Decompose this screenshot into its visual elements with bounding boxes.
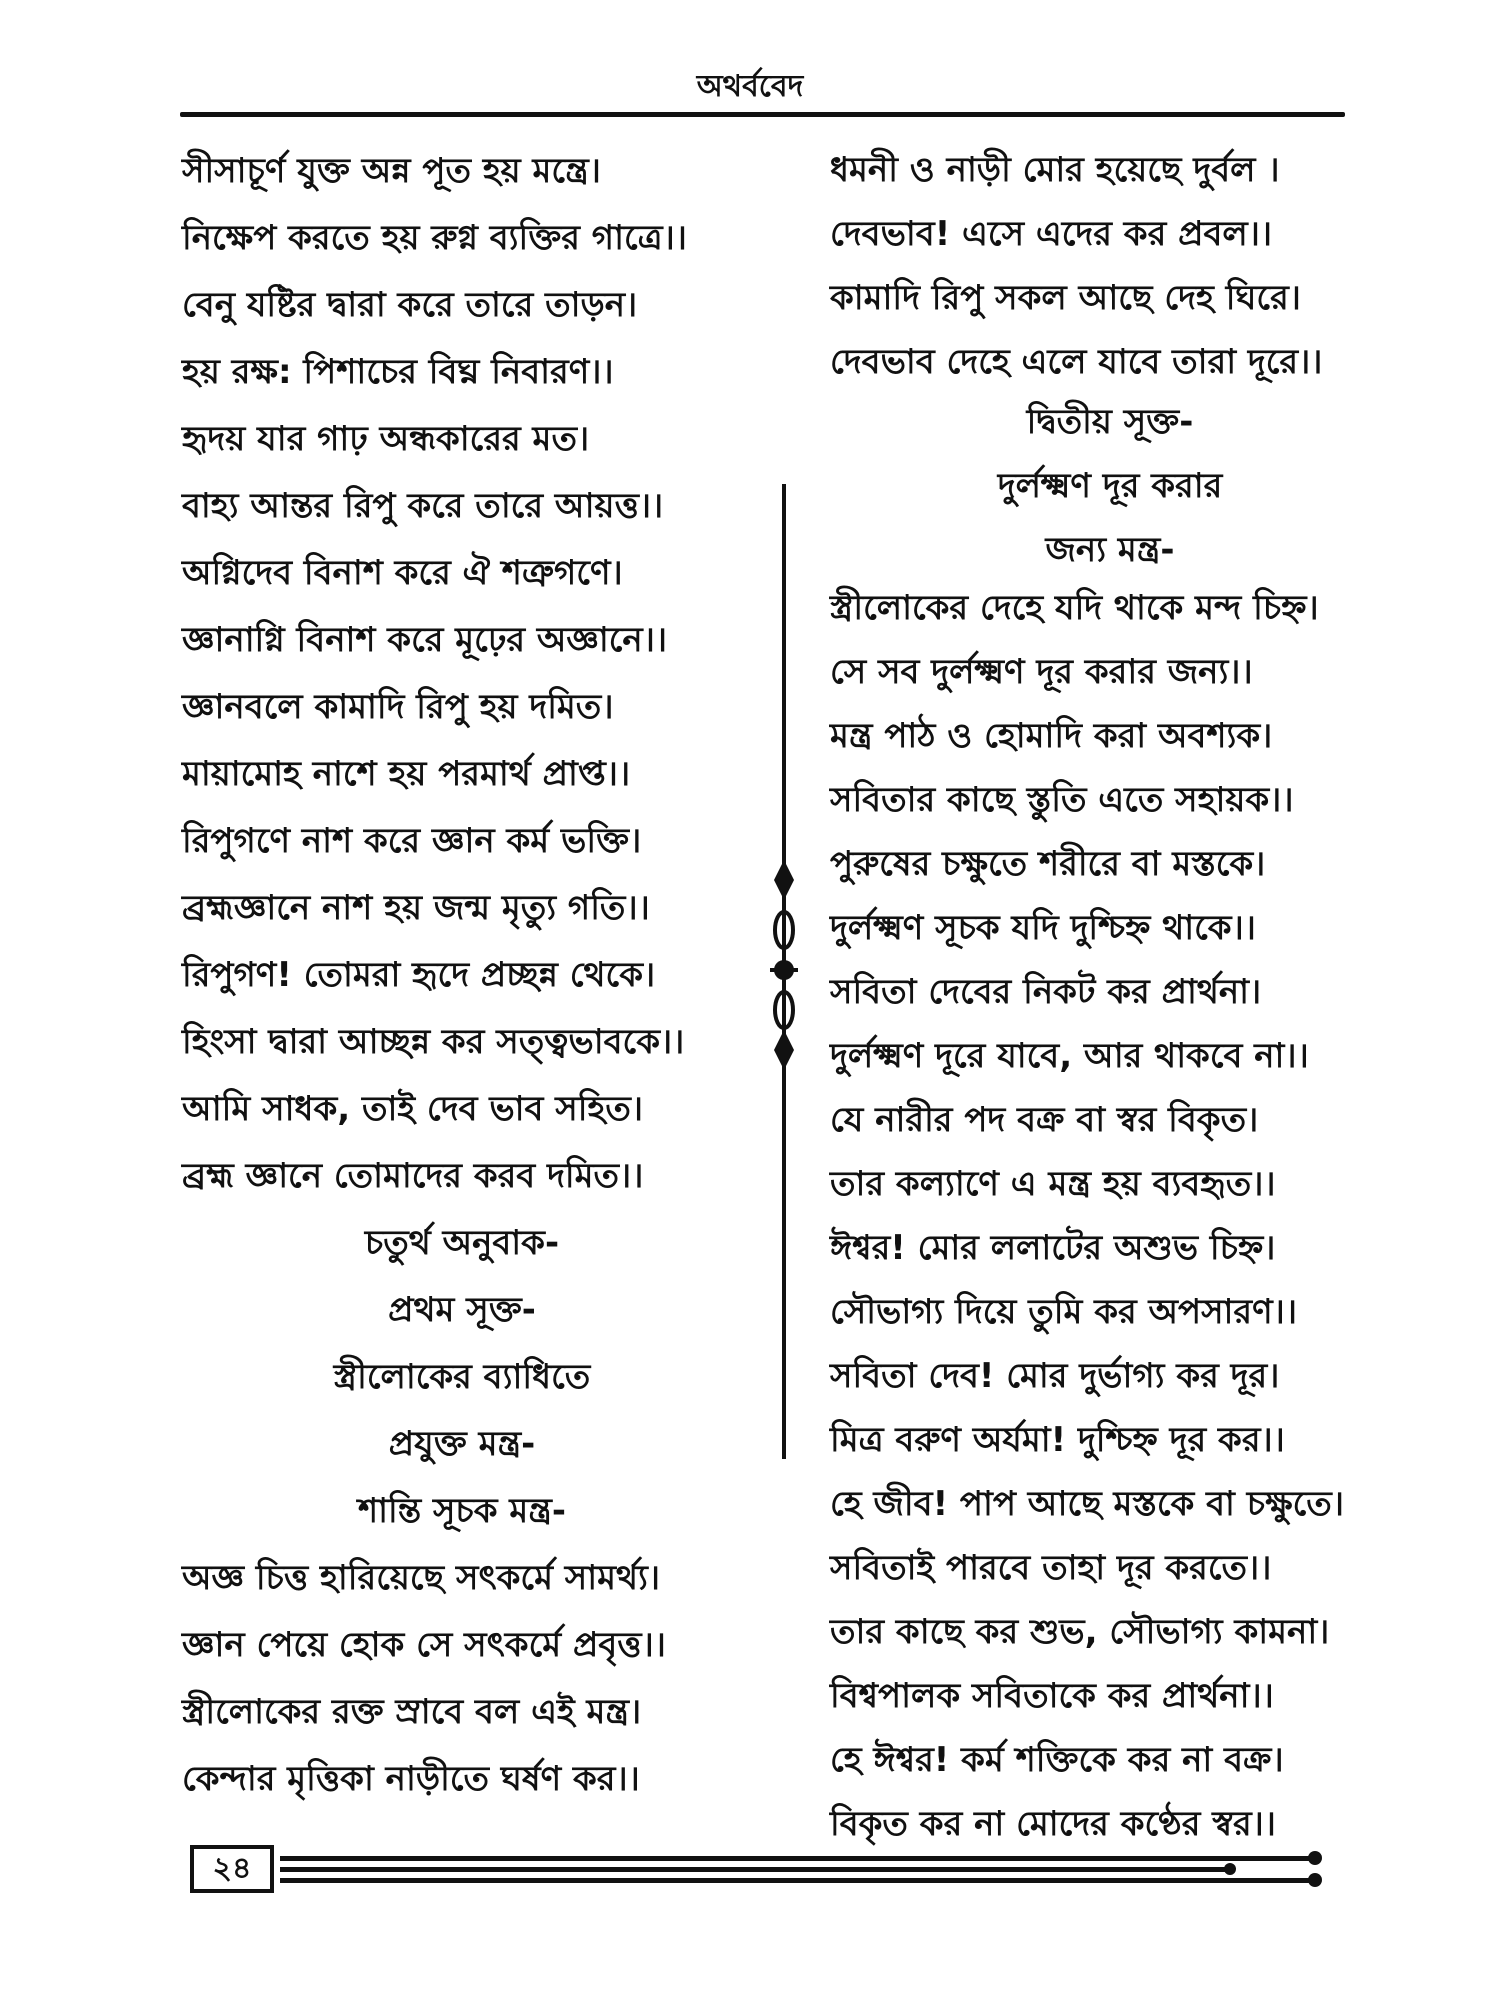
verse-line: নিক্ষেপ করতে হয় রুগ্ন ব্যক্তির গাত্রে।। [182, 218, 687, 258]
verse-line: স্ত্রীলোকের দেহে যদি থাকে মন্দ চিহ্ন। [830, 588, 1319, 628]
verse-line: হে জীব! পাপ আছে মস্তকে বা চক্ষুতে। [830, 1484, 1344, 1524]
section-heading: জন্য মন্ত্র- [1045, 530, 1175, 570]
verse-line: রিপুগণ! তোমরা হৃদে প্রচ্ছন্ন থেকে। [182, 955, 656, 995]
verse-line: অগ্নিদেব বিনাশ করে ঐ শত্রুগণে। [182, 553, 623, 593]
left-column-verses-top [182, 138, 687, 1210]
verse-line: জ্ঞান পেয়ে হোক সে সৎকর্মে প্রবৃত্ত।। [182, 1625, 666, 1665]
verse-line: জ্ঞানবলে কামাদি রিপু হয় দমিত। [182, 687, 614, 727]
section-heading: স্ত্রীলোকের ব্যাধিতে [333, 1357, 591, 1397]
verse-line: দেবভাব দেহে এলে যাবে তারা দূরে।। [830, 342, 1323, 382]
divider-ornament-icon [768, 860, 800, 1070]
right-column-headings [830, 390, 1390, 582]
verse-line: বাহ্য আন্তর রিপু করে তারে আয়ত্ত।। [182, 486, 664, 526]
verse-line: সৌভাগ্য দিয়ে তুমি কর অপসারণ।। [830, 1292, 1297, 1332]
page-number: ২৪ [190, 1845, 274, 1893]
verse-line: হিংসা দ্বারা আচ্ছন্ন কর সত্ত্বভাবকে।। [182, 1022, 685, 1062]
verse-line: পুরুষের চক্ষুতে শরীরে বা মস্তকে। [830, 844, 1266, 884]
verse-line: সবিতা দেব! মোর দুর্ভাগ্য কর দূর। [830, 1356, 1280, 1396]
verse-line: সবিতার কাছে স্তুতি এতে সহায়ক।। [830, 780, 1294, 820]
section-heading: প্রযুক্ত মন্ত্র- [388, 1424, 536, 1464]
header-rule [180, 112, 1345, 117]
verse-line: ব্রহ্ম জ্ঞানে তোমাদের করব দমিত।। [182, 1156, 644, 1196]
verse-line: মায়ামোহ নাশে হয় পরমার্থ প্রাপ্ত।। [182, 754, 631, 794]
footer-rule [280, 1867, 1230, 1872]
running-header-title: অথর্ববেদ [696, 69, 804, 104]
verse-line: ধমনী ও নাড়ী মোর হয়েছে দুর্বল । [830, 150, 1280, 190]
section-heading: শান্তি সূচক মন্ত্র- [357, 1491, 566, 1531]
verse-line: দেবভাব! এসে এদের কর প্রবল।। [830, 214, 1273, 254]
verse-line: কেন্দার মৃত্তিকা নাড়ীতে ঘর্ষণ কর।। [182, 1759, 640, 1799]
verse-line: স্ত্রীলোকের রক্ত স্রাবে বল এই মন্ত্র। [182, 1692, 642, 1732]
verse-line: আমি সাধক, তাই দেব ভাব সহিত। [182, 1089, 644, 1129]
verse-line: দুর্লক্ষ্মণ সূচক যদি দুশ্চিহ্ন থাকে।। [830, 908, 1256, 948]
verse-line: বেনু যষ্টির দ্বারা করে তারে তাড়ন। [182, 285, 638, 325]
verse-line: ঈশ্বর! মোর ললাটের অশুভ চিহ্ন। [830, 1228, 1276, 1268]
verse-line: সবিতা দেবের নিকট কর প্রার্থনা। [830, 972, 1262, 1012]
footer-rule [280, 1856, 1315, 1861]
section-heading: প্রথম সূক্ত- [388, 1290, 536, 1330]
left-column-headings [182, 1210, 742, 1545]
verse-line: হৃদয় যার গাঢ় অন্ধকারের মত। [182, 419, 590, 459]
verse-line: কামাদি রিপু সকল আছে দেহ ঘিরে। [830, 278, 1301, 318]
right-column-verses-bottom [830, 576, 1344, 1856]
verse-line: মিত্র বরুণ অর্যমা! দুশ্চিহ্ন দূর কর।। [830, 1420, 1285, 1460]
left-column-verses-bottom [182, 1545, 666, 1813]
verse-line: সবিতাই পারবে তাহা দূর করতে।। [830, 1548, 1272, 1588]
verse-line: সে সব দুর্লক্ষ্মণ দূর করার জন্য।। [830, 652, 1253, 692]
verse-line: হয় রক্ষ: পিশাচের বিঘ্ন নিবারণ।। [182, 352, 614, 392]
footer-rule [280, 1878, 1315, 1883]
right-column-verses-top [830, 138, 1322, 394]
verse-line: রিপুগণে নাশ করে জ্ঞান কর্ম ভক্তি। [182, 821, 642, 861]
verse-line: জ্ঞানাগ্নি বিনাশ করে মূঢ়ের অজ্ঞানে।। [182, 620, 668, 660]
verse-line: বিকৃত কর না মোদের কণ্ঠের স্বর।। [830, 1804, 1276, 1844]
verse-line: দুর্লক্ষ্মণ দূরে যাবে, আর থাকবে না।। [830, 1036, 1309, 1076]
footer-rule-end-dots-icon [1300, 1845, 1330, 1895]
verse-line: বিশ্বপালক সবিতাকে কর প্রার্থনা।। [830, 1676, 1274, 1716]
verse-line: হে ঈশ্বর! কর্ম শক্তিকে কর না বক্র। [830, 1740, 1284, 1780]
verse-line: অজ্ঞ চিত্ত হারিয়েছে সৎকর্মে সামর্থ্য। [182, 1558, 661, 1598]
section-heading: চতুর্থ অনুবাক- [364, 1223, 560, 1263]
verse-line: তার কল্যাণে এ মন্ত্র হয় ব্যবহৃত।। [830, 1164, 1276, 1204]
footer-rule-middle-dot-icon [1222, 1860, 1242, 1880]
verse-line: যে নারীর পদ বক্র বা স্বর বিকৃত। [830, 1100, 1259, 1140]
verse-line: ব্রহ্মজ্ঞানে নাশ হয় জন্ম মৃত্যু গতি।। [182, 888, 650, 928]
section-heading: দুর্লক্ষ্মণ দূর করার [997, 466, 1223, 506]
verse-line: মন্ত্র পাঠ ও হোমাদি করা অবশ্যক। [830, 716, 1273, 756]
verse-line: সীসাচূর্ণ যুক্ত অন্ন পূত হয় মন্ত্রে। [182, 151, 601, 191]
verse-line: তার কাছে কর শুভ, সৌভাগ্য কামনা। [830, 1612, 1330, 1652]
section-heading: দ্বিতীয় সূক্ত- [1026, 402, 1194, 442]
